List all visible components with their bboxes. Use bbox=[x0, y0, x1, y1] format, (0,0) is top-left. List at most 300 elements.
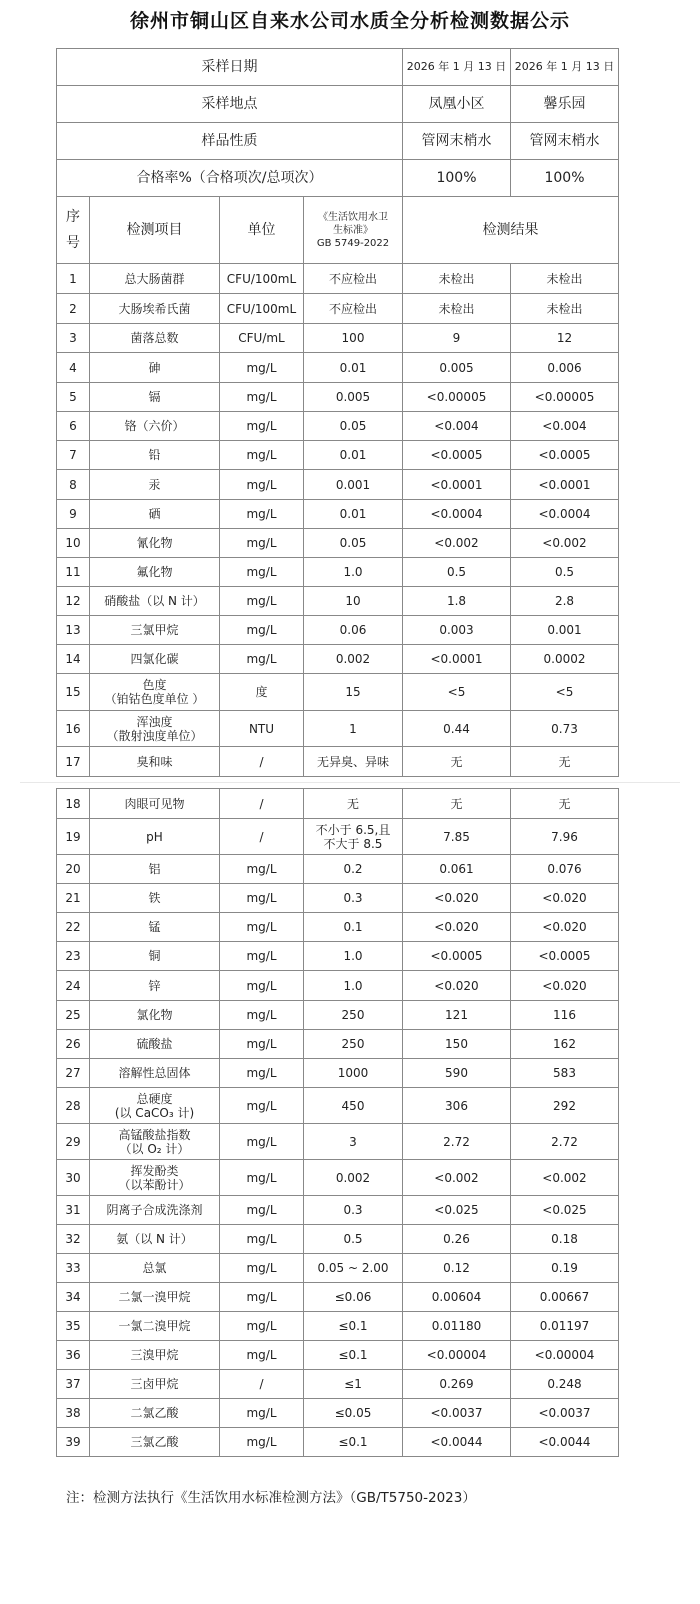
table-row bbox=[57, 1254, 619, 1283]
row-result-b: 2.72 bbox=[511, 1124, 619, 1160]
row-item: 总大肠菌群 bbox=[90, 264, 220, 294]
row-result-b: 0.01197 bbox=[511, 1312, 619, 1341]
row-standard: ≤0.1 bbox=[304, 1312, 403, 1341]
row-result-a: <0.002 bbox=[403, 529, 511, 558]
row-number: 20 bbox=[57, 855, 90, 884]
row-item: 三氯甲烷 bbox=[90, 616, 220, 645]
row-standard: 1.0 bbox=[304, 558, 403, 587]
row-standard: 无 bbox=[304, 789, 403, 819]
row-result-b: <0.0001 bbox=[511, 470, 619, 500]
row-result-b: 0.001 bbox=[511, 616, 619, 645]
standard-header-line1: 《生活饮用水卫 bbox=[318, 211, 388, 223]
row-number: 22 bbox=[57, 913, 90, 942]
row-item: 汞 bbox=[90, 470, 220, 500]
table-row bbox=[57, 441, 619, 470]
standard-header-line3: GB 5749-2022 bbox=[316, 237, 390, 249]
row-unit: mg/L bbox=[220, 441, 304, 470]
row-result-a: 9 bbox=[403, 324, 511, 353]
row-number: 36 bbox=[57, 1341, 90, 1370]
row-unit: mg/L bbox=[220, 855, 304, 884]
row-item: 铅 bbox=[90, 441, 220, 470]
row-result-b: 无 bbox=[511, 789, 619, 819]
row-standard: 450 bbox=[304, 1088, 403, 1124]
row-unit: mg/L bbox=[220, 942, 304, 971]
row-number: 39 bbox=[57, 1428, 90, 1457]
row-result-b: <0.0044 bbox=[511, 1428, 619, 1457]
row-number: 38 bbox=[57, 1399, 90, 1428]
row-number: 32 bbox=[57, 1225, 90, 1254]
row-result-a: 2.72 bbox=[403, 1124, 511, 1160]
row-unit: mg/L bbox=[220, 1088, 304, 1124]
row-standard: 1 bbox=[304, 711, 403, 747]
row-unit: mg/L bbox=[220, 1283, 304, 1312]
row-item bbox=[90, 1088, 220, 1124]
row-item: 菌落总数 bbox=[90, 324, 220, 353]
table-row bbox=[57, 383, 619, 412]
row-standard: 0.3 bbox=[304, 884, 403, 913]
pass-rate-row bbox=[57, 160, 619, 197]
row-result-b: 292 bbox=[511, 1088, 619, 1124]
page-break-gap bbox=[0, 779, 700, 788]
table-row bbox=[57, 1001, 619, 1030]
row-item: 氯化物 bbox=[90, 1001, 220, 1030]
sampling-date-row bbox=[57, 49, 619, 86]
row-number: 35 bbox=[57, 1312, 90, 1341]
row-standard-line1: 不小于 6.5,且 bbox=[315, 822, 391, 837]
row-unit: mg/L bbox=[220, 1225, 304, 1254]
row-result-a: 无 bbox=[403, 747, 511, 777]
row-unit: mg/L bbox=[220, 529, 304, 558]
pass-rate-b: 100% bbox=[511, 160, 619, 197]
row-standard: 3 bbox=[304, 1124, 403, 1160]
row-item: 硫酸盐 bbox=[90, 1030, 220, 1059]
unit-header: 单位 bbox=[220, 197, 304, 264]
row-item: 氨（以 N 计） bbox=[90, 1225, 220, 1254]
row-number: 6 bbox=[57, 412, 90, 441]
table-row bbox=[57, 1196, 619, 1225]
row-result-b: <0.020 bbox=[511, 884, 619, 913]
row-number: 14 bbox=[57, 645, 90, 674]
row-result-a: 0.44 bbox=[403, 711, 511, 747]
page-break-line bbox=[20, 782, 680, 783]
row-item: 三溴甲烷 bbox=[90, 1341, 220, 1370]
row-result-a: <0.00004 bbox=[403, 1341, 511, 1370]
row-item: 硒 bbox=[90, 500, 220, 529]
row-standard: ≤0.1 bbox=[304, 1341, 403, 1370]
document-title: 徐州市铜山区自来水公司水质全分析检测数据公示 bbox=[129, 10, 570, 32]
row-result-b: <0.0037 bbox=[511, 1399, 619, 1428]
row-number: 23 bbox=[57, 942, 90, 971]
row-item-line1: 总硬度 bbox=[136, 1091, 173, 1106]
row-result-b: 未检出 bbox=[511, 264, 619, 294]
row-number: 9 bbox=[57, 500, 90, 529]
row-standard: 0.06 bbox=[304, 616, 403, 645]
row-result-b: 0.248 bbox=[511, 1370, 619, 1399]
results-table-part-1 bbox=[56, 48, 619, 777]
row-number: 17 bbox=[57, 747, 90, 777]
table-row bbox=[57, 1283, 619, 1312]
row-standard: ≤0.1 bbox=[304, 1428, 403, 1457]
table-row bbox=[57, 1030, 619, 1059]
row-number: 31 bbox=[57, 1196, 90, 1225]
row-result-a: 7.85 bbox=[403, 819, 511, 855]
row-number: 13 bbox=[57, 616, 90, 645]
row-unit: / bbox=[220, 819, 304, 855]
row-unit: mg/L bbox=[220, 1196, 304, 1225]
row-number: 7 bbox=[57, 441, 90, 470]
row-result-a: 0.00604 bbox=[403, 1283, 511, 1312]
row-item: 氟化物 bbox=[90, 558, 220, 587]
row-result-b: <0.0004 bbox=[511, 500, 619, 529]
row-unit: 度 bbox=[220, 674, 304, 711]
row-unit: mg/L bbox=[220, 1399, 304, 1428]
row-standard: ≤0.06 bbox=[304, 1283, 403, 1312]
row-result-a: <0.0004 bbox=[403, 500, 511, 529]
table-row bbox=[57, 529, 619, 558]
row-result-b: <0.002 bbox=[511, 1160, 619, 1196]
row-number: 10 bbox=[57, 529, 90, 558]
row-item: 铜 bbox=[90, 942, 220, 971]
row-item bbox=[90, 674, 220, 711]
table-row bbox=[57, 616, 619, 645]
row-result-b: 583 bbox=[511, 1059, 619, 1088]
seq-header bbox=[57, 197, 90, 264]
row-number: 11 bbox=[57, 558, 90, 587]
row-item: 氰化物 bbox=[90, 529, 220, 558]
row-result-a: 590 bbox=[403, 1059, 511, 1088]
row-item: 二氯乙酸 bbox=[90, 1399, 220, 1428]
footer-note: 注：检测方法执行《生活饮用水标准检测方法》（GB/T5750-2023） bbox=[66, 1490, 476, 1506]
row-standard: 0.001 bbox=[304, 470, 403, 500]
table-row bbox=[57, 1088, 619, 1124]
table-row bbox=[57, 558, 619, 587]
result-header: 检测结果 bbox=[403, 197, 619, 264]
table-row bbox=[57, 1160, 619, 1196]
row-number: 25 bbox=[57, 1001, 90, 1030]
row-result-a: <0.0044 bbox=[403, 1428, 511, 1457]
row-standard: 不应检出 bbox=[304, 294, 403, 324]
row-standard: 250 bbox=[304, 1030, 403, 1059]
row-number: 5 bbox=[57, 383, 90, 412]
row-item: 溶解性总固体 bbox=[90, 1059, 220, 1088]
table-row bbox=[57, 1341, 619, 1370]
row-standard: 0.2 bbox=[304, 855, 403, 884]
row-result-b: <0.00004 bbox=[511, 1341, 619, 1370]
column-header-row bbox=[57, 197, 619, 264]
row-number: 19 bbox=[57, 819, 90, 855]
row-result-b: 162 bbox=[511, 1030, 619, 1059]
row-result-b: 未检出 bbox=[511, 294, 619, 324]
row-result-a: <0.020 bbox=[403, 971, 511, 1001]
standard-header-line2: 生标准》 bbox=[333, 224, 373, 236]
row-item-line1: 浑浊度 bbox=[136, 714, 173, 729]
row-number: 30 bbox=[57, 1160, 90, 1196]
row-standard: 0.3 bbox=[304, 1196, 403, 1225]
row-unit: mg/L bbox=[220, 971, 304, 1001]
table-row bbox=[57, 500, 619, 529]
table-row bbox=[57, 747, 619, 777]
table-row bbox=[57, 324, 619, 353]
row-item: 铬（六价） bbox=[90, 412, 220, 441]
row-standard: ≤0.05 bbox=[304, 1399, 403, 1428]
row-result-a: 0.061 bbox=[403, 855, 511, 884]
row-standard: 0.05 ~ 2.00 bbox=[304, 1254, 403, 1283]
table-row bbox=[57, 264, 619, 294]
row-item-line2: (以 CaCO₃ 计) bbox=[114, 1105, 195, 1120]
table-row bbox=[57, 353, 619, 383]
row-item: 锰 bbox=[90, 913, 220, 942]
row-standard: 1.0 bbox=[304, 942, 403, 971]
row-result-a: 0.003 bbox=[403, 616, 511, 645]
row-standard: 0.5 bbox=[304, 1225, 403, 1254]
table-row bbox=[57, 855, 619, 884]
results-table-part-2 bbox=[56, 788, 619, 1457]
sampling-location-a: 凤凰小区 bbox=[403, 86, 511, 123]
sample-nature-a: 管网末梢水 bbox=[403, 123, 511, 160]
row-result-b: 0.5 bbox=[511, 558, 619, 587]
row-result-b: 0.0002 bbox=[511, 645, 619, 674]
row-result-a: <0.020 bbox=[403, 913, 511, 942]
row-number: 15 bbox=[57, 674, 90, 711]
seq-header-line2: 号 bbox=[66, 235, 80, 251]
table-row bbox=[57, 819, 619, 855]
sampling-date-label: 采样日期 bbox=[57, 49, 403, 86]
row-unit: / bbox=[220, 747, 304, 777]
table-row bbox=[57, 1225, 619, 1254]
table-row bbox=[57, 1124, 619, 1160]
row-standard: 1000 bbox=[304, 1059, 403, 1088]
row-number: 21 bbox=[57, 884, 90, 913]
row-standard-line2: 不大于 8.5 bbox=[323, 836, 383, 851]
row-item-line2: （铂钴色度单位 ） bbox=[104, 692, 205, 706]
row-result-b: <0.00005 bbox=[511, 383, 619, 412]
row-item bbox=[90, 1124, 220, 1160]
row-unit: mg/L bbox=[220, 1059, 304, 1088]
row-standard: 15 bbox=[304, 674, 403, 711]
row-item bbox=[90, 711, 220, 747]
row-result-b: <0.0005 bbox=[511, 942, 619, 971]
row-item: 三氯乙酸 bbox=[90, 1428, 220, 1457]
row-result-b: <0.004 bbox=[511, 412, 619, 441]
seq-header-line1: 序 bbox=[66, 209, 80, 225]
row-item: 砷 bbox=[90, 353, 220, 383]
table-row bbox=[57, 1312, 619, 1341]
table-row bbox=[57, 711, 619, 747]
row-unit: mg/L bbox=[220, 470, 304, 500]
row-unit: CFU/mL bbox=[220, 324, 304, 353]
table-row bbox=[57, 645, 619, 674]
row-standard: 不应检出 bbox=[304, 264, 403, 294]
row-result-b: 0.076 bbox=[511, 855, 619, 884]
row-unit: CFU/100mL bbox=[220, 294, 304, 324]
row-unit: / bbox=[220, 1370, 304, 1399]
row-result-a: 未检出 bbox=[403, 264, 511, 294]
row-standard: 0.002 bbox=[304, 645, 403, 674]
row-result-b: <5 bbox=[511, 674, 619, 711]
row-item: 臭和味 bbox=[90, 747, 220, 777]
row-result-a: <0.025 bbox=[403, 1196, 511, 1225]
row-number: 33 bbox=[57, 1254, 90, 1283]
row-standard: 100 bbox=[304, 324, 403, 353]
row-standard bbox=[304, 819, 403, 855]
row-standard: ≤1 bbox=[304, 1370, 403, 1399]
pass-rate-label: 合格率%（合格项次/总项次） bbox=[57, 160, 403, 197]
row-result-b: 0.006 bbox=[511, 353, 619, 383]
row-item: 镉 bbox=[90, 383, 220, 412]
row-number: 16 bbox=[57, 711, 90, 747]
table-row bbox=[57, 942, 619, 971]
row-unit: mg/L bbox=[220, 383, 304, 412]
table-row bbox=[57, 1370, 619, 1399]
row-item: 总氯 bbox=[90, 1254, 220, 1283]
row-unit: mg/L bbox=[220, 884, 304, 913]
row-unit: mg/L bbox=[220, 558, 304, 587]
row-result-a: <5 bbox=[403, 674, 511, 711]
sampling-date-a: 2026 年 1 月 13 日 bbox=[403, 49, 511, 86]
row-unit: mg/L bbox=[220, 616, 304, 645]
row-unit: mg/L bbox=[220, 913, 304, 942]
row-item: 肉眼可见物 bbox=[90, 789, 220, 819]
row-result-a: 121 bbox=[403, 1001, 511, 1030]
row-standard: 0.01 bbox=[304, 441, 403, 470]
row-standard: 0.05 bbox=[304, 412, 403, 441]
table-row bbox=[57, 412, 619, 441]
sample-nature-row bbox=[57, 123, 619, 160]
row-item bbox=[90, 1160, 220, 1196]
row-unit: / bbox=[220, 789, 304, 819]
row-number: 29 bbox=[57, 1124, 90, 1160]
row-result-a: 0.269 bbox=[403, 1370, 511, 1399]
table-row bbox=[57, 1399, 619, 1428]
row-item-line1: 高锰酸盐指数 bbox=[118, 1127, 191, 1142]
row-result-b: 12 bbox=[511, 324, 619, 353]
row-item: pH bbox=[90, 819, 220, 855]
row-unit: mg/L bbox=[220, 1341, 304, 1370]
row-unit: mg/L bbox=[220, 500, 304, 529]
table-row bbox=[57, 470, 619, 500]
row-item: 一氯二溴甲烷 bbox=[90, 1312, 220, 1341]
row-standard: 1.0 bbox=[304, 971, 403, 1001]
row-number: 12 bbox=[57, 587, 90, 616]
row-result-a: <0.020 bbox=[403, 884, 511, 913]
sample-nature-b: 管网末梢水 bbox=[511, 123, 619, 160]
row-unit: mg/L bbox=[220, 1124, 304, 1160]
row-result-a: 0.01180 bbox=[403, 1312, 511, 1341]
row-number: 28 bbox=[57, 1088, 90, 1124]
row-unit: mg/L bbox=[220, 645, 304, 674]
row-result-b: 116 bbox=[511, 1001, 619, 1030]
row-item: 三卤甲烷 bbox=[90, 1370, 220, 1399]
table-row bbox=[57, 1428, 619, 1457]
row-number: 24 bbox=[57, 971, 90, 1001]
row-item: 硝酸盐（以 N 计） bbox=[90, 587, 220, 616]
row-unit: NTU bbox=[220, 711, 304, 747]
row-standard: 0.05 bbox=[304, 529, 403, 558]
row-unit: mg/L bbox=[220, 353, 304, 383]
row-item: 锌 bbox=[90, 971, 220, 1001]
sampling-location-b: 馨乐园 bbox=[511, 86, 619, 123]
row-item: 阴离子合成洗涤剂 bbox=[90, 1196, 220, 1225]
item-header: 检测项目 bbox=[90, 197, 220, 264]
table-row bbox=[57, 674, 619, 711]
table-row bbox=[57, 789, 619, 819]
row-result-a: 1.8 bbox=[403, 587, 511, 616]
row-result-a: <0.00005 bbox=[403, 383, 511, 412]
row-result-a: <0.004 bbox=[403, 412, 511, 441]
row-number: 3 bbox=[57, 324, 90, 353]
sampling-location-row bbox=[57, 86, 619, 123]
row-item: 铁 bbox=[90, 884, 220, 913]
row-unit: mg/L bbox=[220, 1312, 304, 1341]
row-unit: mg/L bbox=[220, 412, 304, 441]
table-row bbox=[57, 913, 619, 942]
row-result-a: <0.002 bbox=[403, 1160, 511, 1196]
row-result-a: 0.26 bbox=[403, 1225, 511, 1254]
sample-nature-label: 样品性质 bbox=[57, 123, 403, 160]
row-item-line2: （散射浊度单位） bbox=[106, 728, 203, 743]
row-result-a: <0.0001 bbox=[403, 470, 511, 500]
row-unit: mg/L bbox=[220, 1160, 304, 1196]
row-unit: mg/L bbox=[220, 1030, 304, 1059]
row-item-line2: （以 O₂ 计） bbox=[119, 1141, 190, 1156]
row-result-a: <0.0001 bbox=[403, 645, 511, 674]
row-result-a: 150 bbox=[403, 1030, 511, 1059]
row-standard: 无异臭、异味 bbox=[304, 747, 403, 777]
row-result-a: 0.12 bbox=[403, 1254, 511, 1283]
row-standard: 10 bbox=[304, 587, 403, 616]
row-number: 8 bbox=[57, 470, 90, 500]
row-result-a: <0.0037 bbox=[403, 1399, 511, 1428]
table-row bbox=[57, 587, 619, 616]
row-result-a: 0.5 bbox=[403, 558, 511, 587]
row-standard: 0.01 bbox=[304, 353, 403, 383]
row-standard: 0.1 bbox=[304, 913, 403, 942]
sampling-date-b: 2026 年 1 月 13 日 bbox=[511, 49, 619, 86]
row-result-b: 0.19 bbox=[511, 1254, 619, 1283]
row-item: 铝 bbox=[90, 855, 220, 884]
row-result-a: <0.0005 bbox=[403, 942, 511, 971]
row-result-a: 0.005 bbox=[403, 353, 511, 383]
table-row bbox=[57, 1059, 619, 1088]
row-result-a: 未检出 bbox=[403, 294, 511, 324]
row-unit: mg/L bbox=[220, 1254, 304, 1283]
row-result-b: 2.8 bbox=[511, 587, 619, 616]
row-number: 1 bbox=[57, 264, 90, 294]
row-result-b: 无 bbox=[511, 747, 619, 777]
row-item-line2: （以苯酚计） bbox=[118, 1177, 191, 1192]
table-row bbox=[57, 294, 619, 324]
row-unit: CFU/100mL bbox=[220, 264, 304, 294]
row-result-a: 306 bbox=[403, 1088, 511, 1124]
row-standard: 0.01 bbox=[304, 500, 403, 529]
row-item-line1: 挥发酚类 bbox=[130, 1163, 179, 1178]
row-unit: mg/L bbox=[220, 587, 304, 616]
row-number: 37 bbox=[57, 1370, 90, 1399]
table-row bbox=[57, 971, 619, 1001]
row-item: 四氯化碳 bbox=[90, 645, 220, 674]
row-standard: 250 bbox=[304, 1001, 403, 1030]
row-number: 4 bbox=[57, 353, 90, 383]
row-result-b: <0.025 bbox=[511, 1196, 619, 1225]
row-unit: mg/L bbox=[220, 1428, 304, 1457]
row-number: 18 bbox=[57, 789, 90, 819]
row-result-b: 0.00667 bbox=[511, 1283, 619, 1312]
row-result-b: 0.18 bbox=[511, 1225, 619, 1254]
row-result-b: <0.0005 bbox=[511, 441, 619, 470]
row-standard: 0.002 bbox=[304, 1160, 403, 1196]
row-result-b: <0.020 bbox=[511, 913, 619, 942]
pass-rate-a: 100% bbox=[403, 160, 511, 197]
